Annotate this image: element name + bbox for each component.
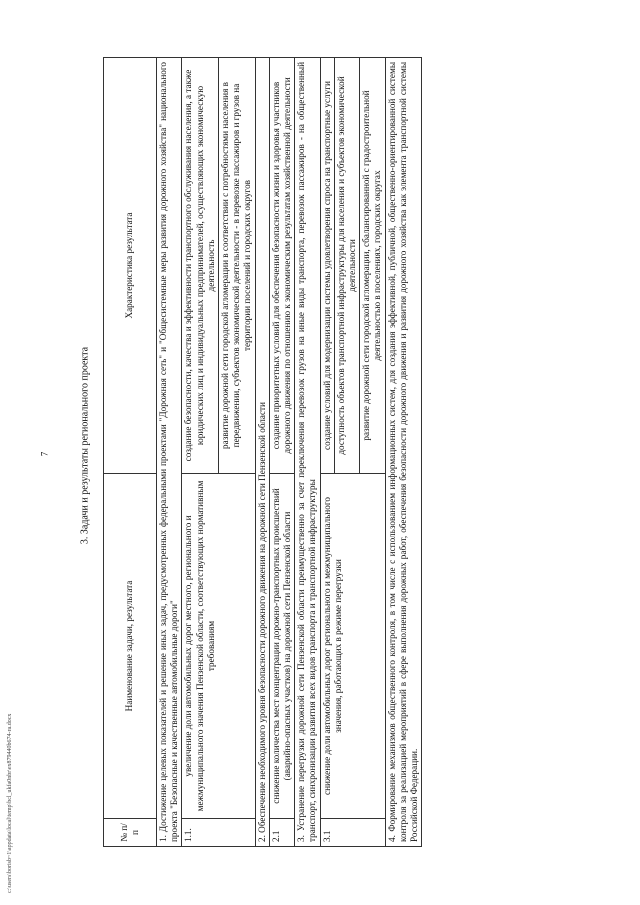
row-2-1-task: снижение количества мест концентрации дорожно-транспортных происшествий (аварийно-опасных участков) на дорожной сети Пензенской области [269,474,294,819]
header-task: Наименование задачи, результата [104,474,157,819]
row-1-1-result-2: развитие дорожной сети городской агломерации в соответствии с потребностями населения в передвижении, субъектов экономической деятельности - в перевозке пассажиров и грузов на территории поселений и городских округов [219,58,256,474]
row-1-1-task: увеличение доли автомобильных дорог местного, регионального и межмуниципального значения Пензенской области, соответствующих нормативным требованиям [182,474,255,819]
table-row [269,58,294,847]
section-row-2 [255,58,269,847]
section-row-3 [295,58,320,847]
page-number: 7 [39,451,50,457]
row-3-1-result-1: создание условий для модернизации системы удовлетворения спроса на транспортные услуги [320,58,334,474]
row-2-1-result: создание приоритетных условий для обеспечения безопасности жизни и здоровья участников дорожного движения по отношению к экономическим результатам хозяйственной деятельности [269,58,294,474]
section-3-text: 3. Устранение перегрузки дорожной сети Пензенской области преимущественно за счет переключения перевозок грузов на иные виды транспорта, перевозок пассажиров - на общественный транспорт, синхронизации развития всех видов транспорта и транспортной инфраструктуры [295,58,320,847]
header-result: Характеристика результата [104,58,157,474]
section-row-1 [157,58,182,847]
section-row-4 [385,58,422,847]
page-heading: 3. Задачи и результаты регионального проекта [79,346,91,545]
section-1-text: 1. Достижение целевых показателей и решение иных задач, предусмотренных федеральными проектами "Дорожная сеть" и "Общесистемные меры развития дорожного хозяйства" национального проекта "Безопасные и качественные автомобильные дороги" [157,58,182,847]
section-2-text: 2. Обеспечение необходимого уровня безопасности дорожного движения на дорожной сети Пензенской области [255,58,269,847]
header-number: № п/п [104,819,157,847]
table-row [320,58,334,847]
row-3-1-task: снижение доли автомобильных дорог регионального и межмуниципального значения, работающих в режиме перегрузки [320,474,385,819]
row-1-1-number: 1.1. [182,819,255,847]
row-1-1-result-1: создание безопасности, качества и эффективности транспортного обслуживания населения, а также юридических лиц и индивидуальных предпринимателей, осуществляющих экономическую деятельность [182,58,219,474]
rotated-table-area [103,57,543,847]
row-3-1-number: 3.1 [320,819,385,847]
tasks-results-table-wrapper [103,57,543,847]
row-3-1-result-3: развитие дорожной сети городской агломерации, сбалансированной с градостроительной деятельностью в поселениях, городских округах [360,58,385,474]
table-header-row [104,58,157,847]
section-4-text: 4. Формирование механизмов общественного контроля, в том числе с использованием информационных систем, для создания эффективной, публичной, общественно-ориентированной системы контроля за реализацией мероприятий в сфере выполнения дорожных работ, обеспечения безопасности дорожного движения и развития дорожного хозяйства как элемента транспортной системы Российской Федерации. [385,58,422,847]
table-row [182,58,219,847]
footer-file-path: c:\users\borisb~1\appdata\local\temp\bcl_ukfa0nbr\ex879440b674-ra.docx [7,713,13,893]
tasks-results-table [103,57,422,847]
row-3-1-result-2: доступность объектов транспортной инфраструктуры для населения и субъектов экономической деятельности [334,58,359,474]
row-2-1-number: 2.1 [269,819,294,847]
